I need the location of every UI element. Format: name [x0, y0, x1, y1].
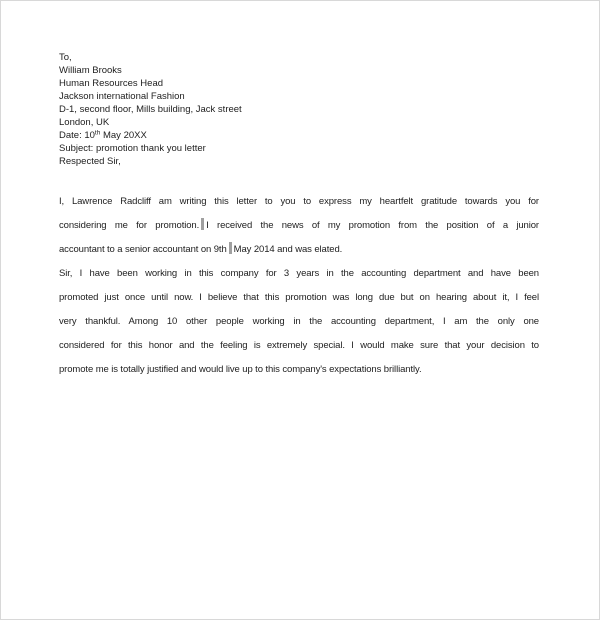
body-line: Sir, I have been working in this company for 3 years in the accounting department and have been	[59, 268, 539, 279]
body-text-segment: accountant to a senior accountant on 9th	[59, 244, 227, 255]
body-paragraph-2	[59, 262, 539, 382]
date-text-rest: May 20XX	[100, 130, 147, 141]
text-cursor-mark	[201, 218, 204, 230]
body-line: very thankful. Among 10 other people working in the accounting department, I am the only one	[59, 316, 539, 327]
body-line: I, Lawrence Radcliff am writing this letter to you to express my heartfelt gratitude towards you for	[59, 196, 539, 207]
body-text-segment: considering me for promotion.	[59, 220, 200, 231]
body-paragraph-1	[59, 190, 539, 262]
recipient-address: D-1, second floor, Mills building, Jack street	[59, 104, 242, 115]
greeting-line: Respected Sir,	[59, 156, 121, 167]
to-label: To,	[59, 52, 72, 63]
body-line	[59, 238, 539, 262]
body-text-segment: I received the news of my promotion from the position of a junior	[206, 220, 539, 231]
subject-line: Subject: promotion thank you letter	[59, 143, 206, 154]
date-ordinal-suffix: th	[94, 129, 101, 137]
date-text: Date: 10	[59, 130, 95, 141]
body-line	[59, 214, 539, 238]
recipient-city: London, UK	[59, 117, 110, 128]
body-line: promote me is totally justified and would live up to this company's expectations brilliantly.	[59, 364, 422, 375]
body-line: considered for this honor and the feeling is extremely special. I would make sure that your decision to	[59, 340, 539, 351]
body-line: promoted just once until now. I believe that this promotion was long due but on hearing about it, I feel	[59, 292, 539, 303]
recipient-title: Human Resources Head	[59, 78, 164, 89]
date-line	[59, 129, 539, 142]
text-cursor-mark	[229, 242, 232, 254]
recipient-name: William Brooks	[59, 65, 122, 76]
body-text-segment: May 2014 and was elated.	[233, 244, 343, 255]
recipient-company: Jackson international Fashion	[59, 91, 185, 102]
